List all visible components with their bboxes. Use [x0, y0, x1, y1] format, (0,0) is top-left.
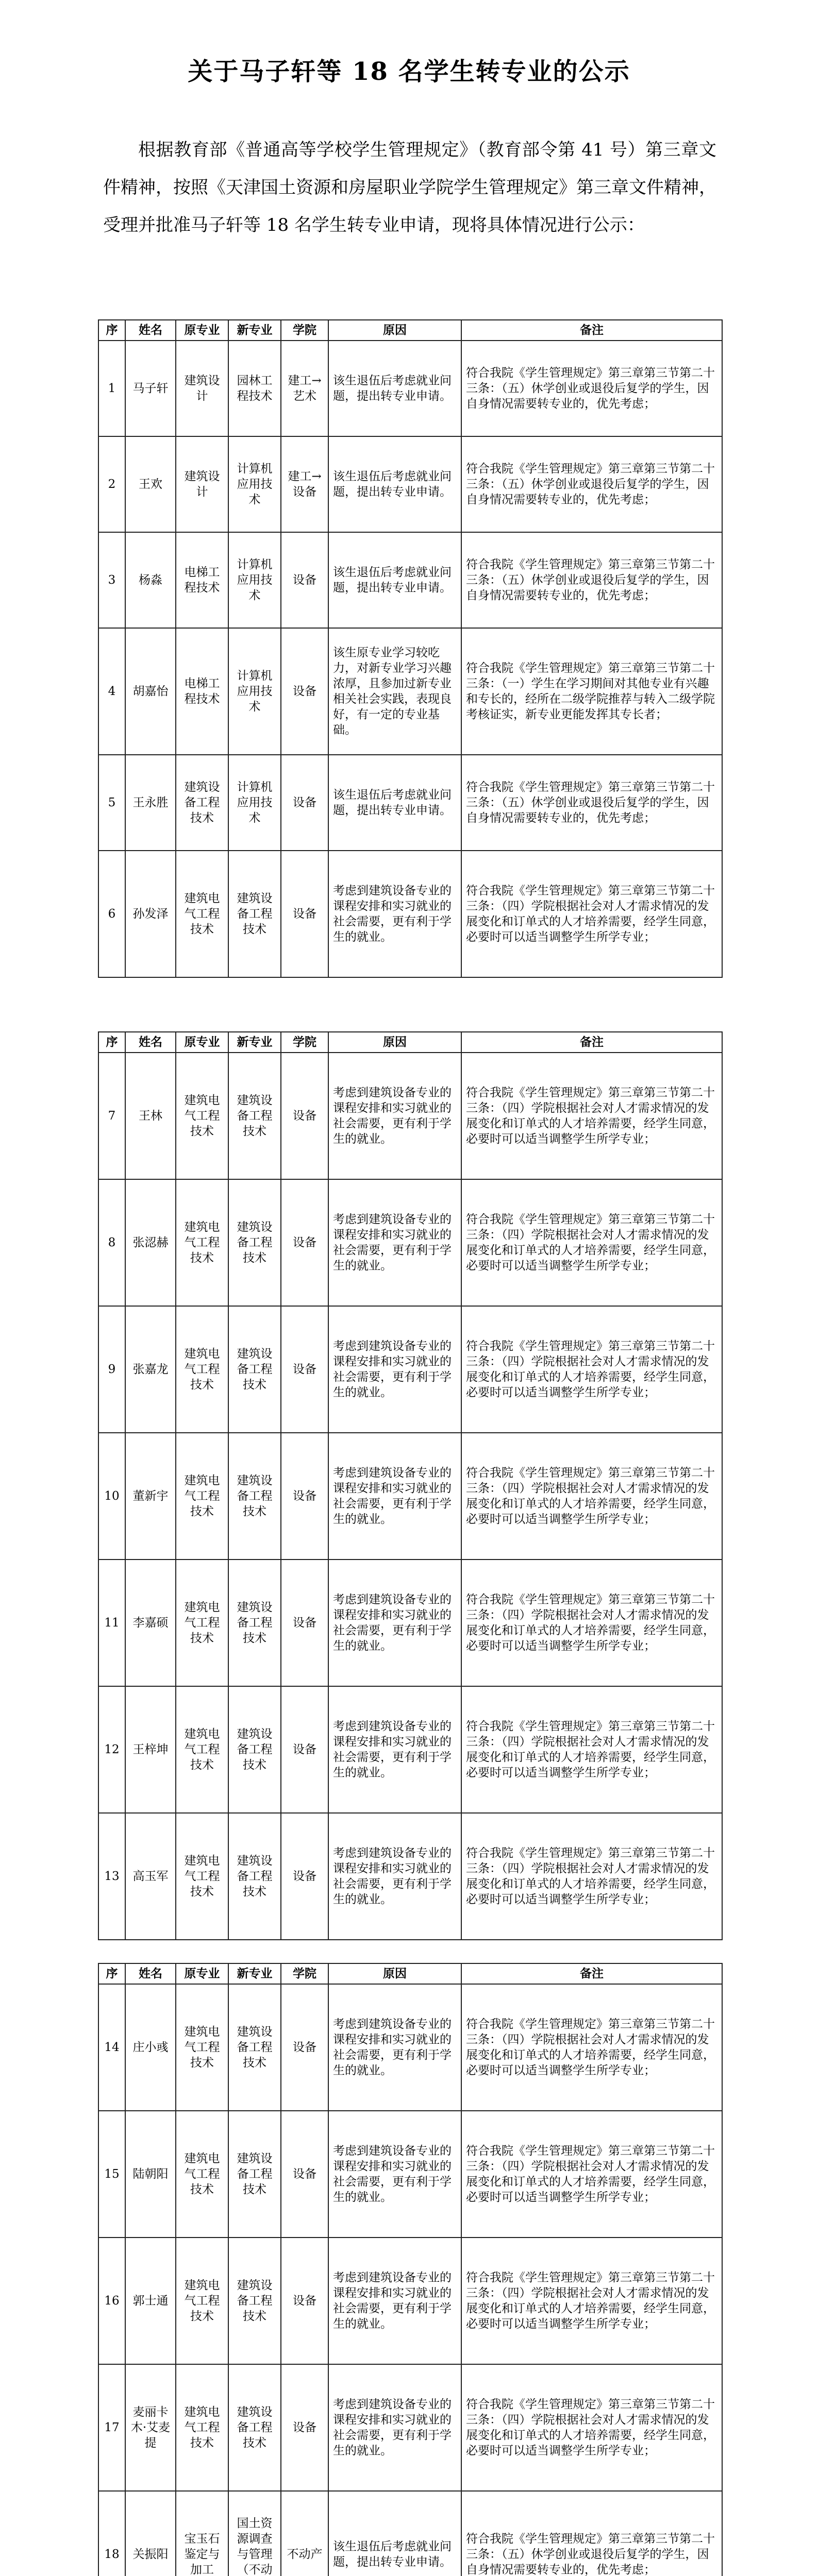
cell-remark: 符合我院《学生管理规定》第三章第三节第二十三条：（四）学院根据社会对人才需求情况的发展变化和订单式的人才培养需要，经学生同意，必要时可以适当调整学生所学专业；	[461, 1560, 722, 1686]
cell-reason: 考虑到建筑设备专业的课程安排和实习就业的社会需要，更有利于学生的就业。	[328, 1560, 461, 1686]
cell-remark: 符合我院《学生管理规定》第三章第三节第二十三条：（一）学生在学习期间对其他专业有兴趣和专长的，经所在二级学院推荐与转入二级学院考核证实，新专业更能发挥其专长者；	[461, 628, 722, 755]
cell-seq: 4	[98, 628, 125, 755]
cell-name: 董新宇	[125, 1433, 176, 1560]
cell-name: 杨淼	[125, 532, 176, 628]
cell-school: 设备	[281, 1560, 328, 1686]
cell-reason: 考虑到建筑设备专业的课程安排和实习就业的社会需要，更有利于学生的就业。	[328, 851, 461, 977]
cell-name: 孙发泽	[125, 851, 176, 977]
cell-school: 设备	[281, 1053, 328, 1179]
cell-orig: 建筑电气工程技术	[176, 1686, 228, 1813]
cell-remark: 符合我院《学生管理规定》第三章第三节第二十三条：（四）学院根据社会对人才需求情况的发展变化和订单式的人才培养需要，经学生同意，必要时可以适当调整学生所学专业；	[461, 1686, 722, 1813]
cell-school: 设备	[281, 1984, 328, 2111]
cell-reason: 考虑到建筑设备专业的课程安排和实习就业的社会需要，更有利于学生的就业。	[328, 1053, 461, 1179]
cell-school: 建工→设备	[281, 436, 328, 532]
cell-reason: 考虑到建筑设备专业的课程安排和实习就业的社会需要，更有利于学生的就业。	[328, 1306, 461, 1433]
cell-remark: 符合我院《学生管理规定》第三章第三节第二十三条：（四）学院根据社会对人才需求情况的发展变化和订单式的人才培养需要，经学生同意，必要时可以适当调整学生所学专业；	[461, 1813, 722, 1940]
cell-seq: 11	[98, 1560, 125, 1686]
cell-seq: 5	[98, 755, 125, 851]
cell-orig: 建筑电气工程技术	[176, 1813, 228, 1940]
table-row	[98, 1813, 722, 1940]
table-row	[98, 1433, 722, 1560]
cell-reason: 考虑到建筑设备专业的课程安排和实习就业的社会需要，更有利于学生的就业。	[328, 1984, 461, 2111]
transfer-table-page-2	[98, 1031, 723, 1940]
cell-name: 庄小彧	[125, 1984, 176, 2111]
cell-remark: 符合我院《学生管理规定》第三章第三节第二十三条：（五）休学创业或退役后复学的学生，因自身情况需要转专业的，优先考虑；	[461, 755, 722, 851]
column-header-new: 新专业	[228, 1963, 281, 1984]
cell-name: 高玉军	[125, 1813, 176, 1940]
cell-orig: 电梯工程技术	[176, 628, 228, 755]
cell-name: 张嘉龙	[125, 1306, 176, 1433]
cell-reason: 考虑到建筑设备专业的课程安排和实习就业的社会需要，更有利于学生的就业。	[328, 2111, 461, 2238]
cell-seq: 6	[98, 851, 125, 977]
transfer-table-page-1	[98, 319, 723, 978]
cell-new: 计算机应用技术	[228, 532, 281, 628]
column-header-new: 新专业	[228, 320, 281, 341]
cell-remark: 符合我院《学生管理规定》第三章第三节第二十三条：（四）学院根据社会对人才需求情况的发展变化和订单式的人才培养需要，经学生同意，必要时可以适当调整学生所学专业；	[461, 851, 722, 977]
cell-new: 国土资源调查与管理（不动	[228, 2491, 281, 2576]
column-header-new: 新专业	[228, 1032, 281, 1053]
cell-seq: 15	[98, 2111, 125, 2238]
table-header-row	[98, 320, 722, 341]
cell-seq: 16	[98, 2238, 125, 2364]
cell-name: 胡嘉怡	[125, 628, 176, 755]
cell-remark: 符合我院《学生管理规定》第三章第三节第二十三条：（四）学院根据社会对人才需求情况的发展变化和订单式的人才培养需要，经学生同意，必要时可以适当调整学生所学专业；	[461, 1433, 722, 1560]
cell-reason: 考虑到建筑设备专业的课程安排和实习就业的社会需要，更有利于学生的就业。	[328, 1179, 461, 1306]
cell-school: 设备	[281, 628, 328, 755]
table-row	[98, 628, 722, 755]
cell-remark: 符合我院《学生管理规定》第三章第三节第二十三条：（五）休学创业或退役后复学的学生，因自身情况需要转专业的，优先考虑；	[461, 341, 722, 436]
cell-orig: 建筑设备工程技术	[176, 755, 228, 851]
cell-seq: 12	[98, 1686, 125, 1813]
cell-remark: 符合我院《学生管理规定》第三章第三节第二十三条：（五）休学创业或退役后复学的学生，因自身情况需要转专业的，优先考虑；	[461, 436, 722, 532]
cell-remark: 符合我院《学生管理规定》第三章第三节第二十三条：（五）休学创业或退役后复学的学生，因自身情况需要转专业的，优先考虑；	[461, 2491, 722, 2576]
cell-reason: 该生退伍后考虑就业问题，提出转专业申请。	[328, 532, 461, 628]
cell-remark: 符合我院《学生管理规定》第三章第三节第二十三条：（四）学院根据社会对人才需求情况的发展变化和订单式的人才培养需要，经学生同意，必要时可以适当调整学生所学专业；	[461, 2364, 722, 2491]
table-row	[98, 436, 722, 532]
cell-reason: 考虑到建筑设备专业的课程安排和实习就业的社会需要，更有利于学生的就业。	[328, 1433, 461, 1560]
column-header-remark: 备注	[461, 1963, 722, 1984]
cell-remark: 符合我院《学生管理规定》第三章第三节第二十三条：（四）学院根据社会对人才需求情况的发展变化和订单式的人才培养需要，经学生同意，必要时可以适当调整学生所学专业；	[461, 2111, 722, 2238]
cell-remark: 符合我院《学生管理规定》第三章第三节第二十三条：（四）学院根据社会对人才需求情况的发展变化和订单式的人才培养需要，经学生同意，必要时可以适当调整学生所学专业；	[461, 1306, 722, 1433]
column-header-seq: 序	[98, 1963, 125, 1984]
cell-new: 园林工程技术	[228, 341, 281, 436]
table-row	[98, 1179, 722, 1306]
cell-seq: 18	[98, 2491, 125, 2576]
cell-name: 陆朝阳	[125, 2111, 176, 2238]
cell-name: 麦丽卡木·艾麦提	[125, 2364, 176, 2491]
cell-remark: 符合我院《学生管理规定》第三章第三节第二十三条：（四）学院根据社会对人才需求情况的发展变化和订单式的人才培养需要，经学生同意，必要时可以适当调整学生所学专业；	[461, 2238, 722, 2364]
column-header-remark: 备注	[461, 320, 722, 341]
cell-name: 李嘉硕	[125, 1560, 176, 1686]
table-row	[98, 1306, 722, 1433]
table-row	[98, 2364, 722, 2491]
cell-school: 不动产	[281, 2491, 328, 2576]
cell-school: 设备	[281, 1306, 328, 1433]
cell-name: 关振阳	[125, 2491, 176, 2576]
intro-paragraph: 根据教育部《普通高等学校学生管理规定》（教育部令第 41 号）第三章文件精神，按照《天津国土资源和房屋职业学院学生管理规定》第三章文件精神，受理并批准马子轩等 18 名学生转专业申请，现将具体情况进行公示：	[103, 140, 716, 235]
table-row	[98, 2238, 722, 2364]
cell-school: 设备	[281, 2364, 328, 2491]
cell-new: 建筑设备工程技术	[228, 1179, 281, 1306]
column-header-name: 姓名	[125, 1963, 176, 1984]
cell-new: 建筑设备工程技术	[228, 2111, 281, 2238]
cell-name: 郭士通	[125, 2238, 176, 2364]
table-row	[98, 341, 722, 436]
cell-seq: 17	[98, 2364, 125, 2491]
cell-name: 王永胜	[125, 755, 176, 851]
cell-reason: 考虑到建筑设备专业的课程安排和实习就业的社会需要，更有利于学生的就业。	[328, 1813, 461, 1940]
cell-reason: 该生原专业学习较吃力，对新专业学习兴趣浓厚，且参加过新专业相关社会实践，表现良好，有一定的专业基础。	[328, 628, 461, 755]
cell-orig: 建筑电气工程技术	[176, 851, 228, 977]
table-row	[98, 1560, 722, 1686]
table-row	[98, 1686, 722, 1813]
cell-school: 设备	[281, 2111, 328, 2238]
cell-new: 建筑设备工程技术	[228, 1433, 281, 1560]
cell-new: 建筑设备工程技术	[228, 1053, 281, 1179]
cell-orig: 宝玉石鉴定与加工	[176, 2491, 228, 2576]
cell-school: 建工→艺术	[281, 341, 328, 436]
cell-orig: 建筑电气工程技术	[176, 1984, 228, 2111]
cell-reason: 考虑到建筑设备专业的课程安排和实习就业的社会需要，更有利于学生的就业。	[328, 2238, 461, 2364]
cell-orig: 建筑设计	[176, 341, 228, 436]
cell-name: 马子轩	[125, 341, 176, 436]
cell-school: 设备	[281, 2238, 328, 2364]
cell-new: 建筑设备工程技术	[228, 851, 281, 977]
cell-seq: 14	[98, 1984, 125, 2111]
cell-new: 建筑设备工程技术	[228, 1686, 281, 1813]
cell-school: 设备	[281, 1813, 328, 1940]
column-header-school: 学院	[281, 1963, 328, 1984]
cell-reason: 该生退伍后考虑就业问题，提出转专业申请。	[328, 436, 461, 532]
table-row	[98, 2111, 722, 2238]
cell-orig: 建筑电气工程技术	[176, 1053, 228, 1179]
cell-school: 设备	[281, 532, 328, 628]
cell-remark: 符合我院《学生管理规定》第三章第三节第二十三条：（五）休学创业或退役后复学的学生，因自身情况需要转专业的，优先考虑；	[461, 532, 722, 628]
cell-remark: 符合我院《学生管理规定》第三章第三节第二十三条：（四）学院根据社会对人才需求情况的发展变化和订单式的人才培养需要，经学生同意，必要时可以适当调整学生所学专业；	[461, 1053, 722, 1179]
cell-new: 计算机应用技术	[228, 436, 281, 532]
column-header-orig: 原专业	[176, 320, 228, 341]
cell-reason: 考虑到建筑设备专业的课程安排和实习就业的社会需要，更有利于学生的就业。	[328, 2364, 461, 2491]
cell-reason: 该生退伍后考虑就业问题，提出转专业申请。	[328, 755, 461, 851]
cell-seq: 13	[98, 1813, 125, 1940]
cell-new: 计算机应用技术	[228, 755, 281, 851]
cell-seq: 2	[98, 436, 125, 532]
cell-orig: 电梯工程技术	[176, 532, 228, 628]
cell-orig: 建筑设计	[176, 436, 228, 532]
table-row	[98, 532, 722, 628]
cell-orig: 建筑电气工程技术	[176, 2364, 228, 2491]
cell-school: 设备	[281, 1433, 328, 1560]
table-row	[98, 2491, 722, 2576]
column-header-reason: 原因	[328, 320, 461, 341]
cell-seq: 1	[98, 341, 125, 436]
cell-name: 王梓坤	[125, 1686, 176, 1813]
cell-reason: 该生退伍后考虑就业问题，提出转专业申请。	[328, 341, 461, 436]
table-row	[98, 851, 722, 977]
table-row	[98, 1053, 722, 1179]
cell-new: 建筑设备工程技术	[228, 1306, 281, 1433]
cell-orig: 建筑电气工程技术	[176, 1560, 228, 1686]
cell-new: 计算机应用技术	[228, 628, 281, 755]
table-row	[98, 755, 722, 851]
column-header-seq: 序	[98, 1032, 125, 1053]
cell-seq: 10	[98, 1433, 125, 1560]
cell-seq: 8	[98, 1179, 125, 1306]
column-header-name: 姓名	[125, 1032, 176, 1053]
cell-seq: 9	[98, 1306, 125, 1433]
cell-seq: 7	[98, 1053, 125, 1179]
cell-orig: 建筑电气工程技术	[176, 1433, 228, 1560]
column-header-seq: 序	[98, 320, 125, 341]
cell-remark: 符合我院《学生管理规定》第三章第三节第二十三条：（四）学院根据社会对人才需求情况的发展变化和订单式的人才培养需要，经学生同意，必要时可以适当调整学生所学专业；	[461, 1984, 722, 2111]
table-header-row	[98, 1032, 722, 1053]
cell-school: 设备	[281, 851, 328, 977]
cell-orig: 建筑电气工程技术	[176, 1306, 228, 1433]
column-header-orig: 原专业	[176, 1032, 228, 1053]
cell-school: 设备	[281, 755, 328, 851]
column-header-reason: 原因	[328, 1963, 461, 1984]
column-header-school: 学院	[281, 1032, 328, 1053]
cell-orig: 建筑电气工程技术	[176, 1179, 228, 1306]
cell-name: 王欢	[125, 436, 176, 532]
table-header-row	[98, 1963, 722, 1984]
cell-orig: 建筑电气工程技术	[176, 2238, 228, 2364]
cell-orig: 建筑电气工程技术	[176, 2111, 228, 2238]
cell-name: 张涊赫	[125, 1179, 176, 1306]
document-title: 关于马子轩等 18 名学生转专业的公示	[188, 57, 630, 86]
column-header-school: 学院	[281, 320, 328, 341]
cell-new: 建筑设备工程技术	[228, 2238, 281, 2364]
cell-remark: 符合我院《学生管理规定》第三章第三节第二十三条：（四）学院根据社会对人才需求情况的发展变化和订单式的人才培养需要，经学生同意，必要时可以适当调整学生所学专业；	[461, 1179, 722, 1306]
cell-new: 建筑设备工程技术	[228, 1984, 281, 2111]
cell-seq: 3	[98, 532, 125, 628]
column-header-reason: 原因	[328, 1032, 461, 1053]
cell-new: 建筑设备工程技术	[228, 1813, 281, 1940]
cell-new: 建筑设备工程技术	[228, 2364, 281, 2491]
cell-school: 设备	[281, 1686, 328, 1813]
cell-school: 设备	[281, 1179, 328, 1306]
table-row	[98, 1984, 722, 2111]
column-header-remark: 备注	[461, 1032, 722, 1053]
cell-new: 建筑设备工程技术	[228, 1560, 281, 1686]
column-header-orig: 原专业	[176, 1963, 228, 1984]
transfer-table-page-3	[98, 1963, 723, 2576]
column-header-name: 姓名	[125, 320, 176, 341]
cell-reason: 考虑到建筑设备专业的课程安排和实习就业的社会需要，更有利于学生的就业。	[328, 1686, 461, 1813]
cell-name: 王林	[125, 1053, 176, 1179]
cell-reason: 该生退伍后考虑就业问题，提出转专业申请。	[328, 2491, 461, 2576]
